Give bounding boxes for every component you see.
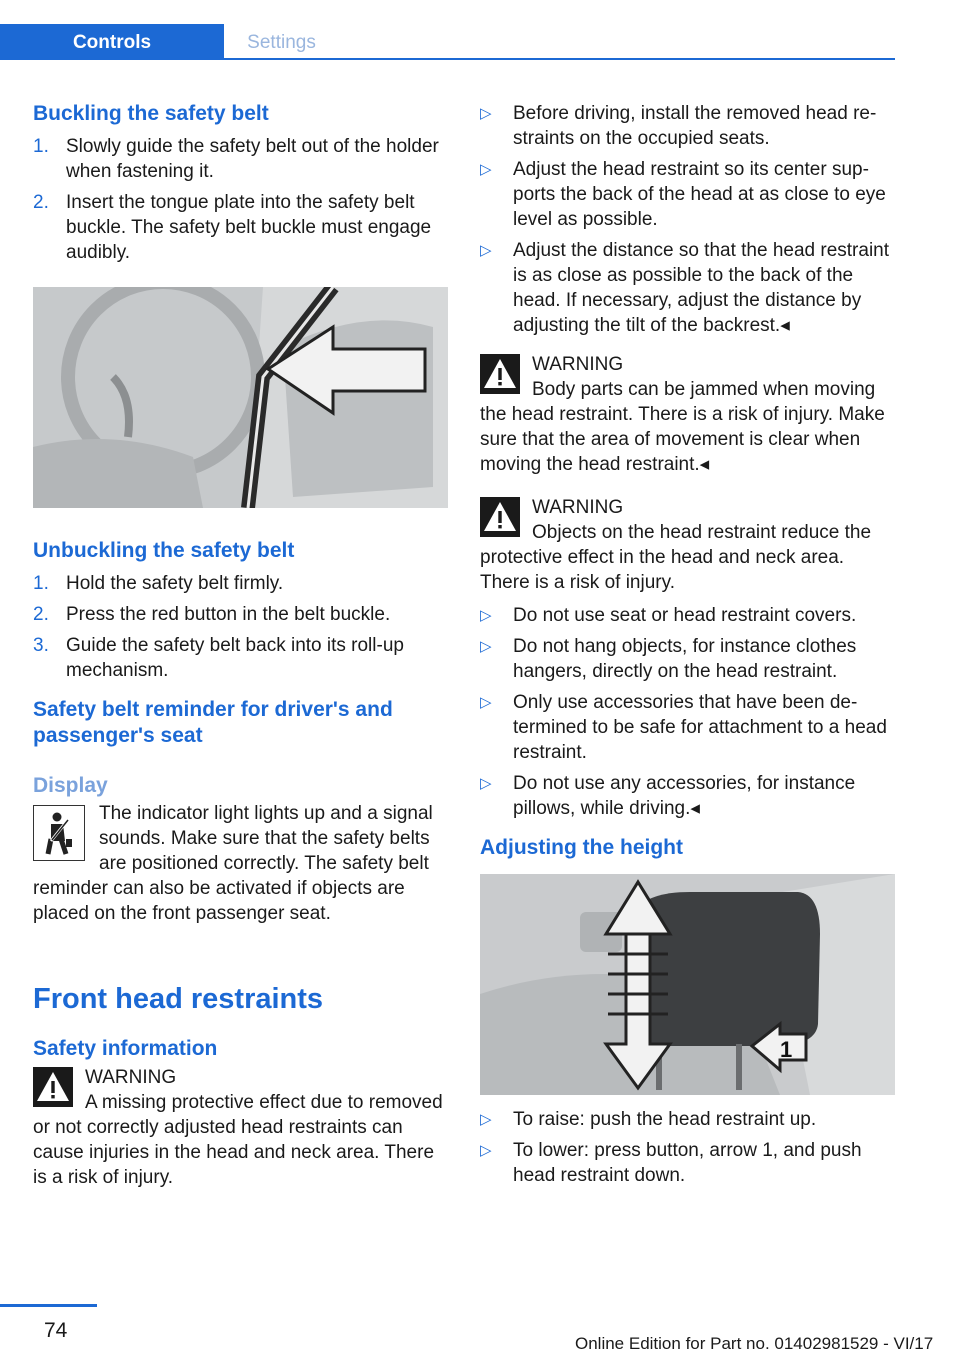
warning-label: WARNING <box>532 497 624 518</box>
list-item: 1. Slowly guide the safety belt out of the holder when fastening it. <box>33 136 439 182</box>
list-item: 2. Press the red button in the belt buckle. <box>33 604 391 625</box>
warning-block <box>480 352 895 477</box>
left-column <box>33 101 448 1190</box>
list-item: ▷ Do not use seat or head restraint covers. <box>480 605 857 626</box>
warning-triangle-icon <box>33 1067 73 1107</box>
safety-information-heading: Safety information <box>33 1037 218 1060</box>
warning-label: WARNING <box>85 1067 177 1088</box>
unbuckling-steps <box>33 571 448 683</box>
head-restraint-photo <box>480 874 895 1095</box>
list-item: ▷ Do not use any accessories, for instance pillows, while driving.◂ <box>480 773 856 819</box>
list-item: 3. Guide the safety belt back into its roll-up mechanism. <box>33 635 404 681</box>
height-bullets <box>480 1107 895 1188</box>
buckling-heading: Buckling the safety belt <box>33 102 269 125</box>
page-number: 74 <box>44 1319 68 1342</box>
display-section <box>33 801 448 926</box>
head-restraint-illustration <box>480 874 895 1095</box>
warning-text: A missing protective effect due to removed or not correctly adjusted head restraints can cause injuries in the head and neck area. There is a risk of injury. <box>33 1092 443 1188</box>
display-heading: Display <box>33 774 108 797</box>
tab-settings[interactable]: Settings <box>247 31 316 53</box>
list-item: ▷ To lower: press button, arrow 1, and push head restraint down. <box>480 1140 862 1186</box>
seat-belt-photo <box>33 287 448 508</box>
list-item: ▷ Only use accessories that have been determined to be safe for attachment to a head restraint. <box>480 692 887 763</box>
list-item: ▷ Adjust the distance so that the head restraint is as close as possible to the back of the head. If necessary, adjust the distance by adjusting the tilt of the backrest.◂ <box>480 240 890 336</box>
list-item: ▷ Before driving, install the removed head restraints on the occupied seats. <box>480 103 877 149</box>
reminder-heading: Safety belt reminder for driver's and passenger's seat <box>33 698 393 747</box>
warning-text: Body parts can be jammed when moving the head restraint. There is a risk of injury. Make sure that the area of movement is clear when moving the head restraint.◂ <box>480 379 885 475</box>
edition-text: Online Edition for Part no. 01402981529 - VI/17 <box>575 1334 934 1353</box>
warning-label: WARNING <box>532 354 624 375</box>
list-item: ▷ To raise: push the head restraint up. <box>480 1109 817 1130</box>
warning-triangle-icon <box>480 354 520 394</box>
list-item: ▷ Do not hang objects, for instance clothes hangers, directly on the head restraint. <box>480 636 857 682</box>
seatbelt-reminder-icon <box>33 805 85 861</box>
warning-block <box>480 495 895 595</box>
seat-belt-illustration <box>33 287 448 508</box>
front-head-restraints-heading: Front head restraints <box>33 983 324 1015</box>
adjusting-height-heading: Adjusting the height <box>480 836 683 859</box>
header-divider <box>0 58 895 60</box>
buckling-steps <box>33 134 448 265</box>
display-text: The indicator light lights up and a signal sounds. Make sure that the safety belts are positioned correctly. The safety belt reminder can also be activated if objects are placed on the front passenger seat. <box>33 803 433 924</box>
list-item: 1. Hold the safety belt firmly. <box>33 573 284 594</box>
header-tabs <box>0 24 895 60</box>
tab-controls[interactable]: Controls <box>0 24 224 60</box>
accessory-bullets <box>480 603 895 821</box>
footer-line <box>0 1304 97 1307</box>
arrow-label: 1 <box>780 1037 793 1062</box>
warning-text: Objects on the head restraint reduce the protective effect in the head and neck area. There is a risk of injury. <box>480 522 872 593</box>
unbuckling-heading: Unbuckling the safety belt <box>33 539 295 562</box>
right-column <box>480 101 895 1194</box>
list-item: 2. Insert the tongue plate into the safety belt buckle. The safety belt buckle must engage audibly. <box>33 192 432 263</box>
warning-triangle-icon <box>480 497 520 537</box>
warning-block <box>33 1065 448 1190</box>
list-item: ▷ Adjust the head restraint so its center supports the back of the head at as close to eye level as possible. <box>480 159 886 230</box>
install-bullets <box>480 101 895 338</box>
